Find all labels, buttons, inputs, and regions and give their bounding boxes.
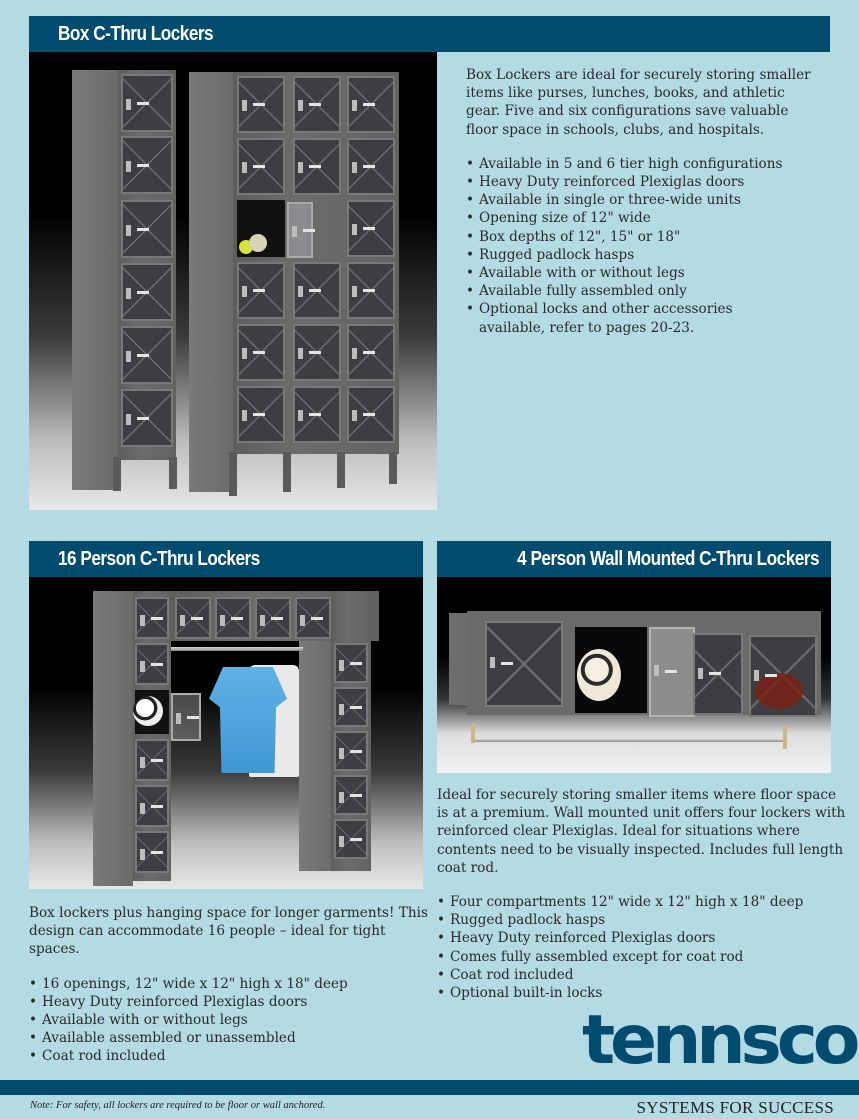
feature-item: • Box depths of 12", 15" or 18" — [466, 228, 811, 246]
feature-item: • Available in 5 and 6 tier high configurations — [466, 155, 811, 173]
sixteen-person-title: 16 Person C-Thru Lockers — [58, 547, 260, 570]
feature-item: • Optional locks and other accessories available, refer to pages 20-23. — [466, 300, 811, 336]
feature-item: • Rugged padlock hasps — [437, 911, 847, 929]
box-lockers-intro: Box Lockers are ideal for securely storing smaller items like purses, lunches, books, and athletic gear. Five and six configurations save valuable floor space in schools, clubs, and hospitals. — [466, 67, 811, 138]
feature-item: • Available in single or three-wide units — [466, 191, 811, 209]
sixteen-person-header — [29, 541, 423, 577]
feature-item: • Opening size of 12" wide — [466, 209, 811, 227]
safety-note: Note: For safety, all lockers are required to be floor or wall anchored. — [30, 1100, 326, 1111]
feature-item: • Heavy Duty reinforced Plexiglas doors — [29, 993, 429, 1011]
feature-item: • Available assembled or unassembled — [29, 1029, 429, 1047]
feature-item: • Rugged padlock hasps — [466, 246, 811, 264]
feature-item: • 16 openings, 12" wide x 12" high x 18" deep — [29, 975, 429, 993]
four-person-intro: Ideal for securely storing smaller items where floor space is at a premium. Wall mounted unit offers four lockers with reinforced clear Plexiglas. Ideal for situations where contents need to be visually inspected. Includes full length coat rod. — [437, 787, 846, 876]
feature-item: • Heavy Duty reinforced Plexiglas doors — [466, 173, 811, 191]
feature-item: • Optional built-in locks — [437, 984, 847, 1002]
feature-item: • Available with or without legs — [466, 264, 811, 282]
sixteen-person-features — [29, 975, 429, 1066]
four-person-photo — [437, 577, 831, 773]
four-person-title: 4 Person Wall Mounted C-Thru Lockers — [517, 547, 819, 570]
box-lockers-title: Box C-Thru Lockers — [58, 22, 214, 45]
feature-item: • Available fully assembled only — [466, 282, 811, 300]
tennsco-logo: tennsco — [582, 1001, 856, 1080]
sixteen-person-description — [29, 904, 429, 1066]
feature-item: • Heavy Duty reinforced Plexiglas doors — [437, 929, 847, 947]
sixteen-person-photo — [29, 577, 423, 889]
feature-item: • Available with or without legs — [29, 1011, 429, 1029]
box-lockers-description — [466, 66, 811, 337]
four-person-header — [437, 541, 831, 577]
box-lockers-photo — [29, 52, 437, 510]
box-lockers-header — [29, 16, 830, 52]
sixteen-person-intro: Box lockers plus hanging space for longer garments! This design can accommodate 16 people – ideal for tight spaces. — [29, 905, 428, 958]
feature-item: • Four compartments 12" wide x 12" high x 18" deep — [437, 893, 847, 911]
box-lockers-features — [466, 155, 811, 337]
brand-tagline: SYSTEMS FOR SUCCESS — [636, 1098, 834, 1117]
four-person-description — [437, 786, 847, 1002]
footer-band — [0, 1080, 859, 1095]
four-person-features — [437, 893, 847, 1002]
feature-item: • Comes fully assembled except for coat rod — [437, 948, 847, 966]
feature-item: • Coat rod included — [29, 1047, 429, 1065]
feature-item: • Coat rod included — [437, 966, 847, 984]
